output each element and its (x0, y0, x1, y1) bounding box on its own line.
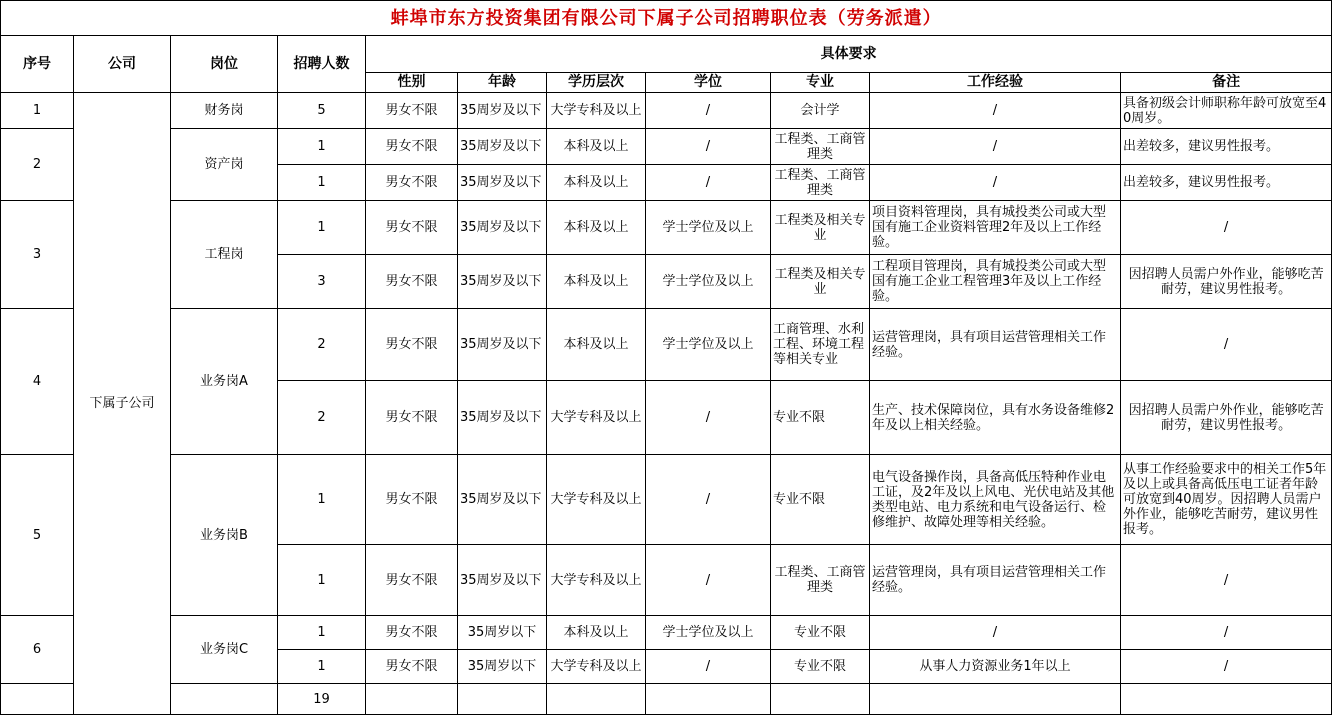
empty-cell (366, 684, 458, 715)
count-cell: 2 (278, 309, 366, 381)
major-cell: 工程类、工商管理类 (771, 129, 870, 165)
experience-cell: 项目资料管理岗，具有城投类公司或大型国有施工企业资料管理2年及以上工作经验。 (870, 201, 1121, 255)
header-position: 岗位 (171, 36, 278, 93)
major-cell: 会计学 (771, 93, 870, 129)
table-row (1, 201, 1332, 255)
degree-cell: 学士学位及以上 (646, 616, 771, 650)
age-cell: 35周岁及以下 (458, 381, 547, 455)
education-cell: 本科及以上 (547, 255, 646, 309)
major-cell: 专业不限 (771, 650, 870, 684)
gender-cell: 男女不限 (366, 129, 458, 165)
gender-cell: 男女不限 (366, 650, 458, 684)
experience-cell: / (870, 165, 1121, 201)
experience-cell: 电气设备操作岗，具备高低压特种作业电工证，及2年及以上风电、光伏电站及其他类型电站、电力系统和电气设备运行、检修维护、故障处理等相关经验。 (870, 455, 1121, 545)
empty-cell (646, 684, 771, 715)
age-cell: 35周岁及以下 (458, 455, 547, 545)
count-cell: 1 (278, 650, 366, 684)
gender-cell: 男女不限 (366, 93, 458, 129)
seq-cell: 3 (1, 201, 74, 309)
remarks-cell: / (1121, 616, 1332, 650)
age-cell: 35周岁及以下 (458, 309, 547, 381)
header-major: 专业 (771, 73, 870, 93)
empty-cell (870, 684, 1121, 715)
education-cell: 大学专科及以上 (547, 455, 646, 545)
major-cell: 专业不限 (771, 381, 870, 455)
empty-cell (547, 684, 646, 715)
empty-cell (1, 684, 74, 715)
experience-cell: / (870, 616, 1121, 650)
experience-cell: / (870, 93, 1121, 129)
experience-cell: 工程项目管理岗，具有城投类公司或大型国有施工企业工程管理3年及以上工作经验。 (870, 255, 1121, 309)
count-cell: 1 (278, 129, 366, 165)
degree-cell: 学士学位及以上 (646, 309, 771, 381)
remarks-cell: 因招聘人员需户外作业，能够吃苦耐劳，建议男性报考。 (1121, 255, 1332, 309)
gender-cell: 男女不限 (366, 309, 458, 381)
table-row (1, 455, 1332, 545)
empty-cell (1121, 684, 1332, 715)
empty-cell (171, 684, 278, 715)
total-count-cell: 19 (278, 684, 366, 715)
age-cell: 35周岁及以下 (458, 165, 547, 201)
degree-cell: / (646, 165, 771, 201)
remarks-cell: 因招聘人员需户外作业，能够吃苦耐劳，建议男性报考。 (1121, 381, 1332, 455)
total-row (1, 684, 1332, 715)
count-cell: 2 (278, 381, 366, 455)
header-seq: 序号 (1, 36, 74, 93)
degree-cell: / (646, 381, 771, 455)
major-cell: 工程类、工商管理类 (771, 545, 870, 616)
major-cell: 专业不限 (771, 455, 870, 545)
header-education: 学历层次 (547, 73, 646, 93)
header-company: 公司 (74, 36, 171, 93)
age-cell: 35周岁及以下 (458, 545, 547, 616)
education-cell: 大学专科及以上 (547, 650, 646, 684)
position-cell: 财务岗 (171, 93, 278, 129)
count-cell: 1 (278, 455, 366, 545)
header-count: 招聘人数 (278, 36, 366, 93)
experience-cell: 运营管理岗，具有项目运营管理相关工作经验。 (870, 309, 1121, 381)
major-cell: 工程类及相关专业 (771, 201, 870, 255)
experience-cell: 运营管理岗，具有项目运营管理相关工作经验。 (870, 545, 1121, 616)
education-cell: 本科及以上 (547, 309, 646, 381)
header-age: 年龄 (458, 73, 547, 93)
major-cell: 工商管理、水利工程、环境工程等相关专业 (771, 309, 870, 381)
table-title: 蚌埠市东方投资集团有限公司下属子公司招聘职位表（劳务派遣） (1, 1, 1332, 36)
count-cell: 1 (278, 616, 366, 650)
remarks-cell: 出差较多，建议男性报考。 (1121, 129, 1332, 165)
header-gender: 性别 (366, 73, 458, 93)
degree-cell: / (646, 129, 771, 165)
degree-cell: 学士学位及以上 (646, 255, 771, 309)
header-degree: 学位 (646, 73, 771, 93)
position-cell: 业务岗B (171, 455, 278, 616)
age-cell: 35周岁及以下 (458, 201, 547, 255)
education-cell: 大学专科及以上 (547, 381, 646, 455)
degree-cell: / (646, 455, 771, 545)
age-cell: 35周岁及以下 (458, 255, 547, 309)
age-cell: 35周岁及以下 (458, 93, 547, 129)
education-cell: 本科及以上 (547, 616, 646, 650)
header-remarks: 备注 (1121, 73, 1332, 93)
experience-cell: 从事人力资源业务1年以上 (870, 650, 1121, 684)
gender-cell: 男女不限 (366, 165, 458, 201)
age-cell: 35周岁及以下 (458, 129, 547, 165)
seq-cell: 1 (1, 93, 74, 129)
seq-cell: 4 (1, 309, 74, 455)
gender-cell: 男女不限 (366, 381, 458, 455)
remarks-cell: / (1121, 201, 1332, 255)
gender-cell: 男女不限 (366, 545, 458, 616)
degree-cell: / (646, 650, 771, 684)
company-cell: 下属子公司 (74, 93, 171, 715)
table-row (1, 129, 1332, 165)
degree-cell: 学士学位及以上 (646, 201, 771, 255)
seq-cell: 6 (1, 616, 74, 684)
education-cell: 本科及以上 (547, 165, 646, 201)
table-row (1, 616, 1332, 650)
experience-cell: / (870, 129, 1121, 165)
position-cell: 业务岗A (171, 309, 278, 455)
empty-cell (458, 684, 547, 715)
age-cell: 35周岁以下 (458, 650, 547, 684)
remarks-cell: 从事工作经验要求中的相关工作5年及以上或具备高低压电工证者年龄可放宽到40周岁。因招聘人员需户外作业，能够吃苦耐劳，建议男性报考。 (1121, 455, 1332, 545)
remarks-cell: 出差较多，建议男性报考。 (1121, 165, 1332, 201)
education-cell: 本科及以上 (547, 201, 646, 255)
table-row (1, 93, 1332, 129)
table-row (1, 309, 1332, 381)
remarks-cell: / (1121, 309, 1332, 381)
gender-cell: 男女不限 (366, 616, 458, 650)
degree-cell: / (646, 545, 771, 616)
education-cell: 大学专科及以上 (547, 545, 646, 616)
count-cell: 1 (278, 201, 366, 255)
position-cell: 工程岗 (171, 201, 278, 309)
count-cell: 1 (278, 545, 366, 616)
header-requirements: 具体要求 (366, 36, 1332, 73)
remarks-cell: / (1121, 545, 1332, 616)
seq-cell: 5 (1, 455, 74, 616)
header-experience: 工作经验 (870, 73, 1121, 93)
remarks-cell: / (1121, 650, 1332, 684)
empty-cell (771, 684, 870, 715)
education-cell: 大学专科及以上 (547, 93, 646, 129)
major-cell: 工程类、工商管理类 (771, 165, 870, 201)
gender-cell: 男女不限 (366, 255, 458, 309)
major-cell: 工程类及相关专业 (771, 255, 870, 309)
seq-cell: 2 (1, 129, 74, 201)
count-cell: 1 (278, 165, 366, 201)
experience-cell: 生产、技术保障岗位，具有水务设备维修2年及以上相关经验。 (870, 381, 1121, 455)
age-cell: 35周岁以下 (458, 616, 547, 650)
position-cell: 资产岗 (171, 129, 278, 201)
count-cell: 5 (278, 93, 366, 129)
major-cell: 专业不限 (771, 616, 870, 650)
degree-cell: / (646, 93, 771, 129)
gender-cell: 男女不限 (366, 201, 458, 255)
gender-cell: 男女不限 (366, 455, 458, 545)
remarks-cell: 具备初级会计师职称年龄可放宽至40周岁。 (1121, 93, 1332, 129)
count-cell: 3 (278, 255, 366, 309)
education-cell: 本科及以上 (547, 129, 646, 165)
position-cell: 业务岗C (171, 616, 278, 684)
